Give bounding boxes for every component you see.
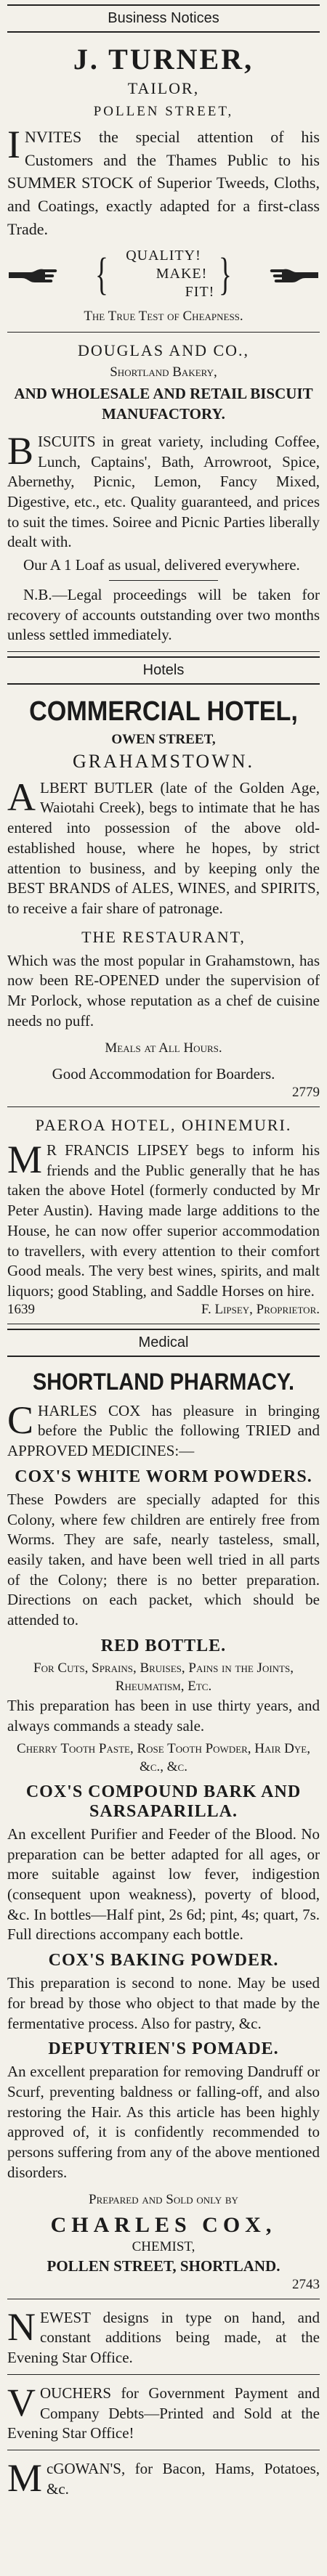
- bark-body: An excellent Purifier and Feeder of the Blood. No preparation can be better adapted for all ages, or more suitable against low fever, indigestion (consequent upon weakness), poverty of blood, &c. In bottles—Half pint, 2s 6d; pint, 4s; quart, 7s. Full directions accompany each bottle.: [7, 1825, 320, 1944]
- vouchers-dropcap: V: [7, 2380, 36, 2424]
- turner-body-text: NVITES the special attention of his Customers and the Thames Public to his SUMMER STOCK of Superior Tweeds, Cloths, and Coatings, exactly adapted for a first-class Trade.: [7, 127, 320, 239]
- pharmacy-name: SHORTLAND PHARMACY.: [33, 1368, 294, 1395]
- section-header-medical: Medical: [7, 1329, 320, 1357]
- vouchers-body: [7, 2380, 320, 2444]
- turner-motto: The True Test of Cheapness.: [84, 309, 243, 325]
- commercial-dropcap: A: [7, 775, 36, 819]
- vouchers-body-text: OUCHERS for Government Payment and Company Debts—Printed and Sold at the Evening Star Office!: [7, 2384, 320, 2442]
- douglas-dropcap: B: [7, 428, 34, 473]
- restaurant-title: THE RESTAURANT,: [81, 927, 246, 946]
- commercial-number: 2779: [292, 1084, 320, 1100]
- pointing-hand-right-icon: [7, 264, 58, 285]
- mcgowan-ad: [7, 2455, 320, 2505]
- pomade-body: An excellent preparation for removing Dandruff or Scurf, preventing baldness or falling-off, and also restoring the Hair. As this article has been highly approved of, it is confidently recommended to persons suffering from any of the above mentioned disorders.: [7, 2063, 320, 2181]
- paeroa-dropcap: M: [7, 1137, 43, 1181]
- douglas-body-text: ISCUITS in great variety, including Coffee, Lunch, Captains', Bath, Arrowroot, Spice, Abernethy, Picnic, Lemon, Fancy Mixed, Digestive, etc., etc. Quality guaranteed, and prices to suit the times. Soiree and Picnic Parties liberally dealt with.: [7, 432, 320, 551]
- mcgowan-dropcap: M: [7, 2455, 43, 2500]
- douglas-headline: AND WHOLESALE AND RETAIL BISCUIT MANUFACTORY.: [14, 385, 313, 423]
- commercial-meals: Meals at All Hours.: [105, 1040, 222, 1056]
- bark-title: COX'S COMPOUND BARK AND SARSAPARILLA.: [25, 1782, 302, 1821]
- pointing-hand-left-icon: [269, 264, 320, 285]
- worm-title: COX'S WHITE WORM POWDERS.: [15, 1467, 312, 1486]
- douglas-nb: N.B.—Legal proceedings will be taken for recovery of accounts outstanding over two months unless settled immediately.: [7, 585, 320, 644]
- mcgowan-body: [7, 2455, 320, 2500]
- pomade-title: DEPUYTRIEN'S POMADE.: [48, 2039, 279, 2059]
- pharmacy-intro: [7, 1398, 320, 1462]
- turner-street: POLLEN STREET,: [93, 104, 234, 119]
- turner-trade: TAILOR,: [127, 79, 200, 97]
- turner-name: J. TURNER,: [73, 43, 254, 76]
- restaurant-body: Which was the most popular in Grahamstown, has now been RE-OPENED under the supervision of Mr Porlock, whose reputation as a chef de cuisine needs no puff.: [7, 951, 320, 1030]
- turner-dropcap: I: [7, 122, 20, 166]
- left-brace-glyph: {: [94, 249, 108, 299]
- turner-ad: [7, 40, 320, 333]
- vouchers-ad: [7, 2379, 320, 2450]
- paeroa-proprietor: F. Lipsey, Proprietor.: [201, 1301, 320, 1317]
- douglas-body: [7, 428, 320, 553]
- douglas-bakery: Shortland Bakery,: [110, 364, 217, 380]
- section-header-hotels: Hotels: [7, 656, 320, 685]
- right-brace-glyph: }: [219, 249, 233, 299]
- newest-ad: [7, 2304, 320, 2375]
- chemist-line: CHEMIST,: [132, 2239, 195, 2255]
- baking-title: COX'S BAKING POWDER.: [48, 1951, 279, 1970]
- charles-cox-name: CHARLES COX,: [50, 2213, 277, 2238]
- paeroa-number: 1639: [7, 1301, 35, 1317]
- douglas-loaf: Our A 1 Loaf as usual, delivered everywhere.: [23, 556, 300, 574]
- fit-text: FIT!: [185, 284, 215, 301]
- quality-lines: [113, 247, 215, 301]
- red-bottle-sub: For Cuts, Sprains, Bruises, Pains in the Joints, Rheumatism, Etc.: [33, 1660, 294, 1695]
- pharmacy-intro-text: HARLES COX has pleasure in bringing before the Public the following TRIED and APPROVED MEDICINES:—: [7, 1401, 320, 1460]
- section-header-business: Business Notices: [7, 4, 320, 33]
- quality-brace-box: [91, 247, 236, 301]
- commercial-hotel-ad: [7, 692, 320, 1107]
- red-bottle-body: This preparation has been in use thirty years, and always commands a steady sale.: [7, 1697, 320, 1735]
- commercial-body-text: LBERT BUTLER (late of the Golden Age, Waiotahi Creek), begs to intimate that he has entered into possession of the above old-established house, where he hopes, by strict attention to business, and by keeping only the BEST BRANDS of ALES, WINES, and SPIRITS, to receive a fair share of patronage.: [7, 778, 320, 917]
- commercial-body: [7, 775, 320, 919]
- worm-body: These Powders are specially adapted for this Colony, where few children are entirely free from Worms. They are safe, nearly tasteless, small, easily taken, and have been well tried in all parts of the Colony; there is no better preparation. Directions on each packet, which should be attended to.: [7, 1490, 320, 1629]
- newest-body-text: EWEST designs in type on hand, and constant additions being made, at the Evening Star Office.: [7, 2308, 320, 2367]
- commercial-name: COMMERCIAL HOTEL,: [29, 696, 298, 727]
- douglas-name: DOUGLAS AND CO.,: [77, 341, 250, 359]
- paeroa-footer: [7, 1302, 320, 1318]
- pharmacy-dropcap: C: [7, 1398, 34, 1442]
- douglas-ad: [7, 337, 320, 652]
- paeroa-name: PAEROA HOTEL, OHINEMURI.: [35, 1115, 292, 1134]
- pharmacy-ad: [7, 1364, 320, 2299]
- commercial-boarders: Good Accommodation for Boarders.: [52, 1065, 275, 1083]
- cherry-line: Cherry Tooth Paste, Rose Tooth Powder, Hair Dye, &c., &c.: [17, 1740, 310, 1775]
- quality-row: [7, 247, 320, 301]
- paeroa-body-text: R FRANCIS LIPSEY begs to inform his friends and the Public generally that he has taken the above Hotel (formerly conducted by Mr Peter Austin). Having made large additions to the House, he can now offer superior accommodation to travellers, with every attention to their comfort Good meals. The very best wines, spirits, and malt liquors; good Stabling, and Saddle Horses on hire.: [7, 1141, 320, 1300]
- pharmacy-address: POLLEN STREET, SHORTLAND.: [47, 2257, 280, 2275]
- make-text: MAKE!: [156, 266, 208, 282]
- mcgowan-body-text: cGOWAN'S, for Bacon, Hams, Potatoes, &c.: [47, 2459, 320, 2498]
- divider: [109, 580, 219, 581]
- pharmacy-number: 2743: [292, 2276, 320, 2292]
- prepared-line: Prepared and Sold only by: [89, 2191, 238, 2207]
- commercial-town: GRAHAMSTOWN.: [72, 750, 255, 772]
- paeroa-body: [7, 1137, 320, 1302]
- commercial-street: OWEN STREET,: [111, 732, 216, 747]
- turner-body: [7, 122, 320, 241]
- newest-dropcap: N: [7, 2304, 36, 2349]
- quality-text: QUALITY!: [126, 248, 201, 264]
- newest-body: [7, 2304, 320, 2368]
- paeroa-hotel-ad: [7, 1112, 320, 1324]
- baking-body: This preparation is second to none. May be used for bread by those who object to that made by the fermentative process. Also for pastry, &c.: [7, 1974, 320, 2032]
- red-bottle-title: RED BOTTLE.: [100, 1636, 227, 1655]
